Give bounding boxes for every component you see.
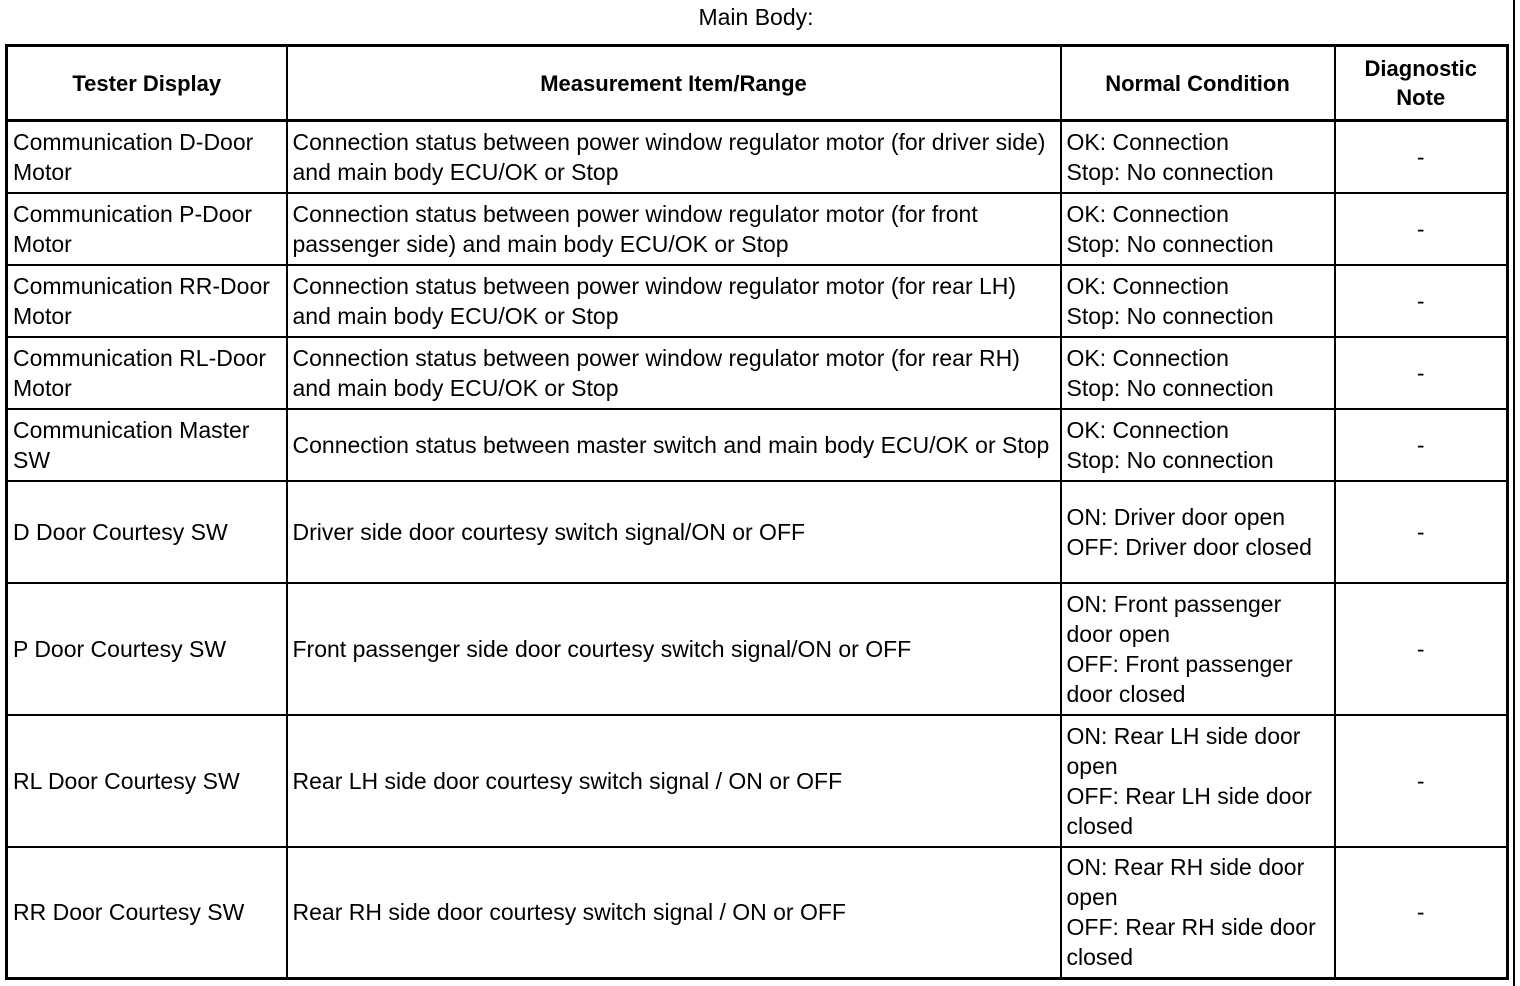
measurement-cell: Connection status between master switch and main body ECU/OK or Stop bbox=[287, 409, 1061, 481]
condition-line: OFF: Rear RH side door closed bbox=[1066, 914, 1316, 971]
condition-cell bbox=[1061, 409, 1335, 481]
diagnostic-note-cell: - bbox=[1335, 121, 1508, 193]
tester-display-cell: D Door Courtesy SW bbox=[7, 481, 287, 583]
measurement-cell: Connection status between power window regulator motor (for driver side) and main body ECU/OK or Stop bbox=[287, 121, 1061, 193]
table-row bbox=[7, 193, 1508, 265]
table-row bbox=[7, 265, 1508, 337]
table-caption: Main Body: bbox=[698, 4, 814, 30]
condition-line: ON: Driver door open bbox=[1066, 503, 1286, 530]
tester-display-cell: RL Door Courtesy SW bbox=[7, 715, 287, 847]
measurement-cell: Connection status between power window regulator motor (for rear LH) and main body ECU/OK or Stop bbox=[287, 265, 1061, 337]
condition-line: Stop: No connection bbox=[1066, 158, 1274, 185]
table-row bbox=[7, 337, 1508, 409]
diagnostic-note-cell: - bbox=[1335, 337, 1508, 409]
diagnostic-note-cell: - bbox=[1335, 409, 1508, 481]
condition-cell bbox=[1061, 337, 1335, 409]
condition-cell bbox=[1061, 265, 1335, 337]
condition-cell bbox=[1061, 193, 1335, 265]
measurement-cell: Driver side door courtesy switch signal/ON or OFF bbox=[287, 481, 1061, 583]
main-body-table bbox=[5, 44, 1509, 980]
tester-display-cell: Communication RL-Door Motor bbox=[7, 337, 287, 409]
table-row bbox=[7, 121, 1508, 193]
page-border-right bbox=[1513, 0, 1515, 986]
header-row bbox=[7, 46, 1508, 121]
condition-line: OK: Connection bbox=[1066, 128, 1229, 155]
tester-display-cell: Communication P-Door Motor bbox=[7, 193, 287, 265]
condition-line: Stop: No connection bbox=[1066, 302, 1274, 329]
measurement-cell: Rear LH side door courtesy switch signal / ON or OFF bbox=[287, 715, 1061, 847]
header-tester-display: Tester Display bbox=[7, 46, 287, 121]
condition-line: OFF: Rear LH side door closed bbox=[1066, 782, 1312, 839]
condition-cell bbox=[1061, 715, 1335, 847]
condition-line: Stop: No connection bbox=[1066, 230, 1274, 257]
condition-cell bbox=[1061, 121, 1335, 193]
table-row bbox=[7, 481, 1508, 583]
header-measurement: Measurement Item/Range bbox=[287, 46, 1061, 121]
tester-display-cell: Communication Master SW bbox=[7, 409, 287, 481]
condition-cell bbox=[1061, 583, 1335, 715]
condition-line: OK: Connection bbox=[1066, 344, 1229, 371]
table-row bbox=[7, 409, 1508, 481]
condition-line: ON: Front passenger door open bbox=[1066, 590, 1282, 647]
table-row bbox=[7, 583, 1508, 715]
condition-line: ON: Rear LH side door open bbox=[1066, 722, 1301, 779]
condition-cell bbox=[1061, 847, 1335, 979]
condition-line: OK: Connection bbox=[1066, 416, 1229, 443]
diagnostic-note-cell: - bbox=[1335, 715, 1508, 847]
header-diagnostic-note: Diagnostic Note bbox=[1335, 46, 1508, 121]
condition-line: OFF: Driver door closed bbox=[1066, 533, 1312, 560]
diagnostic-note-cell: - bbox=[1335, 583, 1508, 715]
table-row bbox=[7, 847, 1508, 979]
measurement-cell: Front passenger side door courtesy switch signal/ON or OFF bbox=[287, 583, 1061, 715]
measurement-cell: Rear RH side door courtesy switch signal / ON or OFF bbox=[287, 847, 1061, 979]
tester-display-cell: Communication D-Door Motor bbox=[7, 121, 287, 193]
diagnostic-note-cell: - bbox=[1335, 193, 1508, 265]
condition-line: Stop: No connection bbox=[1066, 446, 1274, 473]
condition-line: Stop: No connection bbox=[1066, 374, 1274, 401]
header-normal-condition: Normal Condition bbox=[1061, 46, 1335, 121]
condition-line: OFF: Front passenger door closed bbox=[1066, 650, 1293, 707]
condition-line: OK: Connection bbox=[1066, 272, 1229, 299]
measurement-cell: Connection status between power window regulator motor (for rear RH) and main body ECU/OK or Stop bbox=[287, 337, 1061, 409]
condition-cell bbox=[1061, 481, 1335, 583]
table-row bbox=[7, 715, 1508, 847]
diagnostic-note-cell: - bbox=[1335, 481, 1508, 583]
diagnostic-note-cell: - bbox=[1335, 265, 1508, 337]
measurement-cell: Connection status between power window regulator motor (for front passenger side) and main body ECU/OK or Stop bbox=[287, 193, 1061, 265]
tester-display-cell: Communication RR-Door Motor bbox=[7, 265, 287, 337]
tester-display-cell: P Door Courtesy SW bbox=[7, 583, 287, 715]
condition-line: ON: Rear RH side door open bbox=[1066, 854, 1305, 911]
tester-display-cell: RR Door Courtesy SW bbox=[7, 847, 287, 979]
diagnostic-note-cell: - bbox=[1335, 847, 1508, 979]
condition-line: OK: Connection bbox=[1066, 200, 1229, 227]
